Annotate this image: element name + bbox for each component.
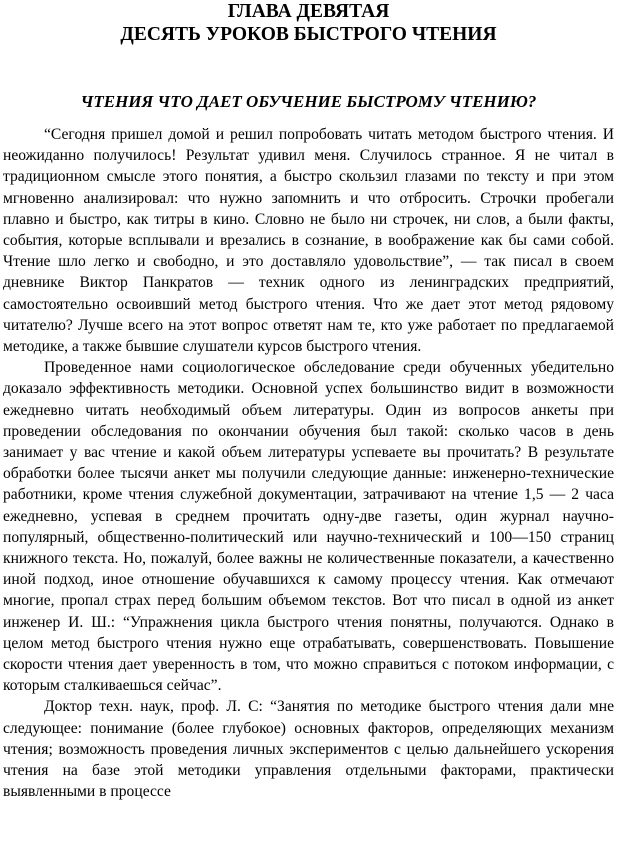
paragraph: “Сегодня пришел домой и решил попробовать читать методом быстрого чтения. И неожиданно получилось! Результат удивил меня. Случилось странное. Я не читал в традиционном смысле этого понятия, а быстро скользил глазами по тексту и при этом мгновенно анализировал: что нужно запомнить и что отбросить. Строчки пробегали плавно и быстро, как титры в кино. Словно не было ни строчек, ни слов, а были факты, события, которые всплывали и врезались в сознание, в воображение как бы сами собой. Чтение шло легко и свободно, и это доставляло удовольствие”, — так писал в своем дневнике Виктор Панкратов — техник одного из ленинградских предприятий, самостоятельно освоивший метод быстрого чтения. Что же дает этот метод рядовому читателю? Лучше всего на этот вопрос ответят нам те, кто уже работает по предлагаемой методике, а также бывшие слушатели курсов быстрого чтения. bbox=[3, 126, 614, 356]
paragraph: Проведенное нами социологическое обследование среди обученных убедительно доказало эффективность методики. Основной успех большинство видит в возможности ежедневно читать необходимый объем литературы. Один из вопросов анкеты при проведении обследования по окончании обучения был такой: сколько часов в день занимает у вас чтение и какой объем литературы успеваете вы прочитать? В результате обработки более тысячи анкет мы получили следующие данные: инженерно-технические работники, кроме чтения служебной документации, затрачивают на чтение 1,5 — 2 часа ежедневно, успевая в среднем прочитать одну-две газеты, один журнал научно-популярный, общественно-политический или научно-технический и 100—150 страниц книжного текста. Но, пожалуй, более важны не количественные показатели, а качественно иной подход, иное отношение обучавшихся к самому процессу чтения. Как отмечают многие, пропал страх перед большим объемом текстов. Вот что писал в одной из анкет инженер И. Ш.: “Упражнения цикла быстрого чтения понятны, получаются. Однако в целом метод быстрого чтения нужно еще отрабатывать, совершенствовать. Повышение скорости чтения дает уверенность в том, что можно справиться с потоком информации, с которым сталкиваешься сейчас”. bbox=[3, 359, 614, 695]
chapter-number: ГЛАВА ДЕВЯТАЯ bbox=[227, 1, 390, 22]
section-title: ЧТЕНИЯ ЧТО ДАЕТ ОБУЧЕНИЕ БЫСТРОМУ ЧТЕНИЮ? bbox=[80, 92, 537, 111]
chapter-title: ДЕСЯТЬ УРОКОВ БЫСТРОГО ЧТЕНИЯ bbox=[120, 24, 497, 45]
paragraph: Доктор техн. наук, проф. Л. С: “Занятия по методике быстрого чтения дали мне следующее: понимание (более глубокое) основных факторов, определяющих механизм чтения; возможность проведения личных экспериментов с целью дальнейшего ускорения чтения на базе этой методики управления отдельными факторами, практически выявленными в процессе bbox=[3, 698, 614, 801]
